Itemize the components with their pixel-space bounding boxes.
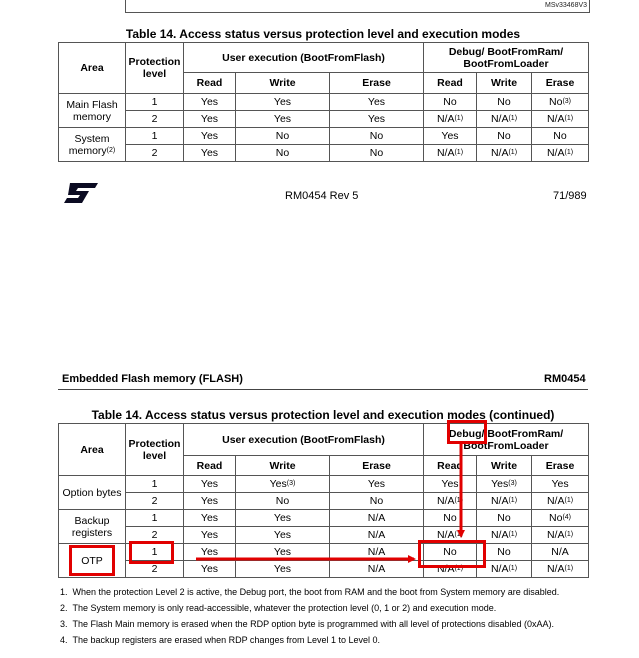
header-erase: Erase <box>532 73 589 94</box>
cell-user-read: Yes <box>184 527 236 544</box>
cell-debug-write: Yes$^{(3)}$ <box>477 476 532 493</box>
section-header: Embedded Flash memory (FLASH) <box>62 373 243 385</box>
table-notes <box>60 584 559 648</box>
protection-level-cell: 1 <box>126 510 184 527</box>
cell-user-read: Yes <box>184 128 236 145</box>
protection-level-cell: 2 <box>126 527 184 544</box>
header-erase: Erase <box>532 456 589 476</box>
cell-user-read: Yes <box>184 510 236 527</box>
table-caption-2: Table 14. Access status versus protection level and execution modes (continued) <box>91 408 555 422</box>
table-caption-1: Table 14. Access status versus protection level and execution modes <box>125 27 521 41</box>
header-area: Area <box>59 424 126 476</box>
cell-debug-erase: No <box>532 128 589 145</box>
cell-debug-erase: $N/A^{(1)}$ <box>532 145 589 162</box>
cell-user-read: Yes <box>184 476 236 493</box>
note-1: 1. When the protection Level 2 is active, the Debug port, the boot from RAM and the boot from System memory are disabled. <box>60 587 560 597</box>
cell-debug-write: $N/A^{(1)}$ <box>477 145 532 162</box>
footnote-ref: (2) <box>106 146 116 154</box>
header-read: Read <box>424 73 477 94</box>
header-area: Area <box>59 43 126 94</box>
cell-user-write: Yes <box>236 561 330 578</box>
cell-debug-read: No <box>424 544 477 561</box>
cell-debug-read: $N/A^{(1)}$ <box>424 145 477 162</box>
footnote-ref: (1) <box>508 531 518 538</box>
footnote-ref: (1) <box>564 565 574 572</box>
protection-level-cell: 2 <box>126 493 184 510</box>
cell-user-write: Yes$^{(3)}$ <box>236 476 330 493</box>
cell-user-read: Yes <box>184 111 236 128</box>
cell-debug-read: Yes <box>424 476 477 493</box>
cell-user-erase: No <box>330 128 424 145</box>
cell-debug-read: $N/A^{(1)}$ <box>424 527 477 544</box>
footnote-ref: (1) <box>508 115 518 122</box>
footnote-ref: (1) <box>564 115 574 122</box>
cell-user-read: Yes <box>184 94 236 111</box>
cell-user-write: Yes <box>236 527 330 544</box>
cell-debug-write: $N/A^{(1)}$ <box>477 111 532 128</box>
page-number: 71/989 <box>553 190 587 202</box>
protection-level-cell: 2 <box>126 561 184 578</box>
protection-level-cell: 2 <box>126 111 184 128</box>
footnote-ref: (1) <box>508 149 518 156</box>
protection-level-cell: 2 <box>126 145 184 162</box>
header-user-execution: User execution (BootFromFlash) <box>184 424 424 456</box>
cell-user-read: Yes <box>184 493 236 510</box>
cell-debug-erase: $N/A^{(1)}$ <box>532 561 589 578</box>
cell-user-erase: N/A <box>330 544 424 561</box>
cell-user-write: Yes <box>236 94 330 111</box>
cell-debug-read: $N/A^{(1)}$ <box>424 111 477 128</box>
cell-user-read: Yes <box>184 561 236 578</box>
note-4: 4. The backup registers are erased when RDP changes from Level 1 to Level 0. <box>60 635 381 645</box>
cell-user-erase: Yes <box>330 476 424 493</box>
cell-user-write: Yes <box>236 510 330 527</box>
cell-debug-erase: No$^{(4)}$ <box>532 510 589 527</box>
footnote-ref: (1) <box>454 149 464 156</box>
footnote-ref: (1) <box>564 531 574 538</box>
cell-debug-read: No <box>424 94 477 111</box>
footnote-ref: (3) <box>562 98 572 105</box>
footnote-ref: (1) <box>454 531 464 538</box>
header-erase: Erase <box>330 73 424 94</box>
footnote-ref: (1) <box>454 115 464 122</box>
cell-user-write: No <box>236 493 330 510</box>
cell-user-write: Yes <box>236 111 330 128</box>
cell-debug-erase: $N/A^{(1)}$ <box>532 527 589 544</box>
cell-debug-erase: Yes <box>532 476 589 493</box>
cell-user-erase: N/A <box>330 561 424 578</box>
cell-debug-write: $N/A^{(1)}$ <box>477 493 532 510</box>
area-cell: Option bytes <box>59 476 126 510</box>
footnote-ref: (1) <box>564 149 574 156</box>
footnote-ref: (1) <box>454 497 464 504</box>
footnote-ref: (4) <box>562 514 572 521</box>
cell-debug-read: No <box>424 510 477 527</box>
footnote-ref: (1) <box>564 497 574 504</box>
header-debug: Debug/ BootFromRam/ BootFromLoader <box>424 43 589 73</box>
header-erase: Erase <box>330 456 424 476</box>
header-read: Read <box>184 73 236 94</box>
protection-level-cell: 1 <box>126 128 184 145</box>
header-write: Write <box>477 456 532 476</box>
protection-level-cell: 1 <box>126 544 184 561</box>
cell-user-erase: Yes <box>330 111 424 128</box>
cell-debug-erase: No$^{(3)}$ <box>532 94 589 111</box>
header-debug: Debug/ BootFromRam/ BootFromLoader <box>424 424 589 456</box>
cell-debug-write: No <box>477 510 532 527</box>
cell-user-write: No <box>236 145 330 162</box>
cell-debug-read: Yes <box>424 128 477 145</box>
footnote-ref: (3) <box>286 480 296 487</box>
cell-user-write: No <box>236 128 330 145</box>
cell-user-erase: Yes <box>330 94 424 111</box>
footnote-ref: (1) <box>454 565 464 572</box>
header-protection-level: Protection level <box>126 424 184 476</box>
cell-debug-erase: $N/A^{(1)}$ <box>532 111 589 128</box>
cell-debug-write: No <box>477 128 532 145</box>
header-protection-level: Protection level <box>126 43 184 94</box>
area-cell: Main Flash memory <box>59 94 126 128</box>
cell-user-read: Yes <box>184 544 236 561</box>
cell-user-erase: No <box>330 493 424 510</box>
area-cell: OTP <box>59 544 126 578</box>
footnote-ref: (3) <box>508 480 517 487</box>
header-write: Write <box>236 456 330 476</box>
cell-user-read: Yes <box>184 145 236 162</box>
cell-user-erase: No <box>330 145 424 162</box>
header-read: Read <box>424 456 477 476</box>
protection-level-cell: 1 <box>126 476 184 493</box>
cell-debug-write: No <box>477 94 532 111</box>
document-id: RM0454 <box>544 373 586 385</box>
header-write: Write <box>477 73 532 94</box>
cell-user-erase: N/A <box>330 510 424 527</box>
cell-debug-read: $N/A^{(1)}$ <box>424 493 477 510</box>
header-write: Write <box>236 73 330 94</box>
footnote-ref: (1) <box>508 565 518 572</box>
cell-user-erase: N/A <box>330 527 424 544</box>
note-3: 3. The Flash Main memory is erased when the RDP option byte is programmed with all level of protections disabled (0xAA). <box>60 619 555 629</box>
cell-debug-write: No <box>477 544 532 561</box>
figure-reference: MSv33468V3 <box>545 2 588 9</box>
note-2: 2. The System memory is only read-accessible, whatever the protection level (0, 1 or 2) and execution mode. <box>60 603 497 613</box>
protection-level-cell: 1 <box>126 94 184 111</box>
area-cell: Backup registers <box>59 510 126 544</box>
cell-debug-erase: N/A <box>532 544 589 561</box>
document-revision: RM0454 Rev 5 <box>285 190 359 202</box>
cell-debug-erase: $N/A^{(1)}$ <box>532 493 589 510</box>
footnote-ref: (1) <box>508 497 518 504</box>
cell-user-write: Yes <box>236 544 330 561</box>
header-user-execution: User execution (BootFromFlash) <box>184 43 424 73</box>
cell-debug-write: $N/A^{(1)}$ <box>477 561 532 578</box>
cell-debug-write: $N/A^{(1)}$ <box>477 527 532 544</box>
cell-debug-read: $N/A^{(1)}$ <box>424 561 477 578</box>
area-cell: System memory$^{(2)}$ <box>59 128 126 162</box>
header-read: Read <box>184 456 236 476</box>
